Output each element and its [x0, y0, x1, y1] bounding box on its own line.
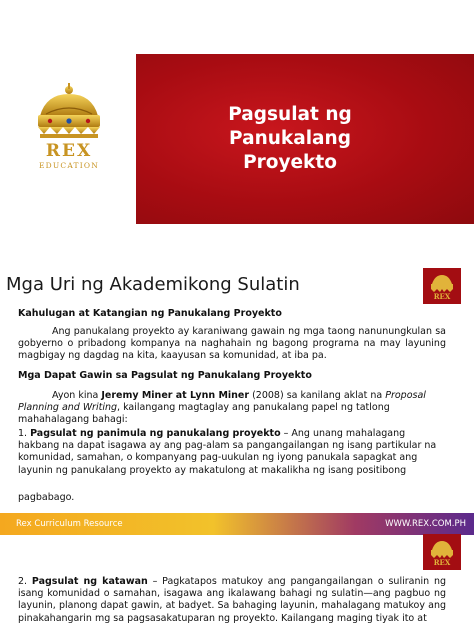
svg-text:EDUCATION: EDUCATION: [38, 161, 100, 170]
paragraph-kahulugan: Ang panukalang proyekto ay karaniwang gawain ng mga taong nanunungkulan sa gobyerno o pribadong kompanya na naghahain ng bagong programa na may layuning magbigay ng dagdag na kita, kaayusan sa komunidad, at iba pa.: [18, 326, 446, 362]
subheading-dapat-gawin: Mga Dapat Gawin sa Pagsulat ng Panukalang Proyekto: [18, 370, 312, 381]
crown-icon: [26, 82, 112, 172]
list-item-1: 1. Pagsulat ng panimula ng panukalang proyekto – Ang unang mahalagang hakbang na dapat isagawa ay ang pag-alam sa pangangailangan ng isang partikular na komunidad, samahan, o kompanyang pag-uukulan ng iyong panukala sapagkat ang layunin ng panukalang proyekto ay makatulong at makalikha ng isang positibong: [18, 428, 437, 476]
title-panel: [136, 54, 474, 224]
footer-left-text: Rex Curriculum Resource: [16, 519, 123, 529]
subheading-kahulugan: Kahulugan at Katangian ng Panukalang Proyekto: [18, 308, 282, 319]
list-item-1-end: pagbabago.: [18, 492, 75, 503]
footer-website-link[interactable]: WWW.REX.COM.PH: [385, 519, 466, 529]
rex-mini-logo: [423, 534, 461, 570]
content-slide: [0, 264, 474, 538]
slide-title: [180, 103, 400, 175]
content-slide-3: [0, 538, 474, 632]
paragraph-ayon-kina: Ayon kina Jeremy Miner at Lynn Miner (2008) sa kanilang aklat na Proposal Planning and Writing, kailangang magtaglay ang panukalang papel ng tatlong mahahalagang bahagi:: [18, 390, 426, 426]
rex-mini-logo: [423, 268, 461, 304]
title-line-1: Pagsulat ng Panukalang: [228, 104, 352, 149]
svg-text:REX: REX: [433, 292, 451, 300]
slide-footer: [0, 513, 474, 535]
rex-education-logo: [26, 82, 112, 172]
svg-text:REX: REX: [45, 141, 93, 161]
slide-heading: Mga Uri ng Akademikong Sulatin: [6, 274, 300, 295]
list-item-2: 2. Pagsulat ng katawan – Pagkatapos matukoy ang pangangailangan o suliranin ng isang komunidad o samahan, isagawa ang ikalawang bahagi ng sulatin—ang pagbuo ng layunin, planong dapat gawin, at badyet. Sa bahaging layunin, mahalagang matukoy ang pinakahangarin mg sa pagsasakatuparan ng proyekto. Kailangang maging tiyak ito at: [18, 576, 446, 624]
title-line-2: Proyekto: [243, 152, 337, 173]
svg-text:REX: REX: [433, 558, 451, 566]
crown-icon: [427, 538, 457, 566]
title-slide: [0, 0, 474, 256]
crown-icon: [427, 272, 457, 300]
